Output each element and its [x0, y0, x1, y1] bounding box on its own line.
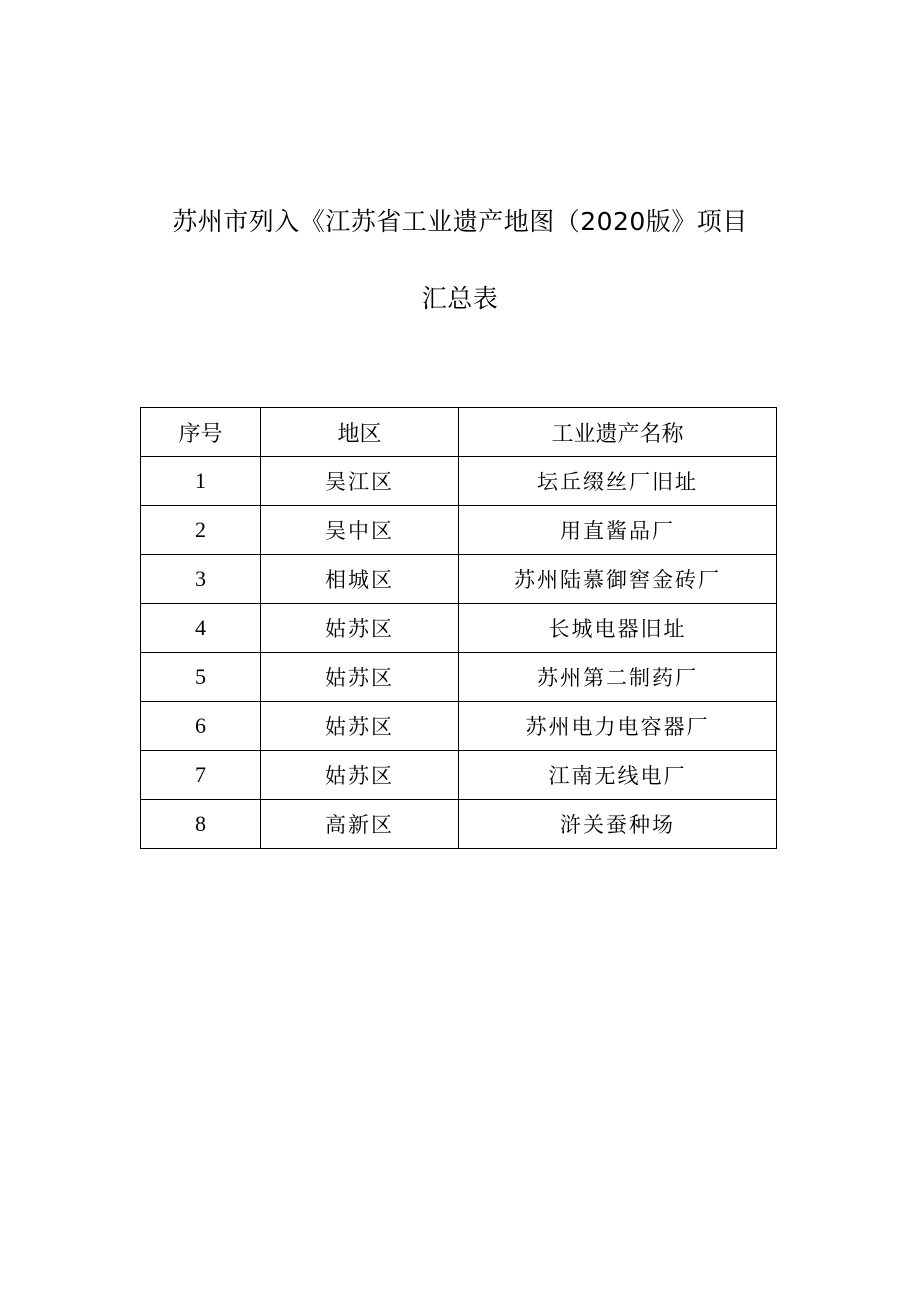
cell-district: 吴江区	[261, 457, 459, 506]
cell-district: 姑苏区	[261, 751, 459, 800]
cell-heritage-name: 江南无线电厂	[459, 751, 777, 800]
table-row	[141, 555, 777, 604]
table-row	[141, 457, 777, 506]
cell-serial-number: 2	[141, 506, 261, 555]
cell-serial-number: 4	[141, 604, 261, 653]
cell-district: 姑苏区	[261, 702, 459, 751]
document-subtitle: 汇总表	[421, 284, 499, 313]
cell-district: 姑苏区	[261, 653, 459, 702]
document-title: 苏州市列入《江苏省工业遗产地图（2020版》项目	[172, 207, 748, 236]
cell-serial-number: 6	[141, 702, 261, 751]
cell-heritage-name: 浒关蚕种场	[459, 800, 777, 849]
cell-district: 吴中区	[261, 506, 459, 555]
table-row	[141, 604, 777, 653]
cell-heritage-name: 长城电器旧址	[459, 604, 777, 653]
table-row	[141, 653, 777, 702]
cell-serial-number: 3	[141, 555, 261, 604]
cell-serial-number: 1	[141, 457, 261, 506]
header-district: 地区	[261, 408, 459, 457]
table-row	[141, 506, 777, 555]
cell-heritage-name: 坛丘缀丝厂旧址	[459, 457, 777, 506]
cell-district: 相城区	[261, 555, 459, 604]
header-serial-number: 序号	[141, 408, 261, 457]
table-row	[141, 751, 777, 800]
cell-serial-number: 7	[141, 751, 261, 800]
cell-heritage-name: 苏州第二制药厂	[459, 653, 777, 702]
heritage-table	[140, 407, 777, 849]
cell-heritage-name: 苏州陆慕御窖金砖厂	[459, 555, 777, 604]
table-header-row	[141, 408, 777, 457]
cell-heritage-name: 用直酱品厂	[459, 506, 777, 555]
table-row	[141, 800, 777, 849]
header-heritage-name: 工业遗产名称	[459, 408, 777, 457]
cell-district: 姑苏区	[261, 604, 459, 653]
cell-district: 高新区	[261, 800, 459, 849]
table-row	[141, 702, 777, 751]
cell-heritage-name: 苏州电力电容器厂	[459, 702, 777, 751]
cell-serial-number: 5	[141, 653, 261, 702]
cell-serial-number: 8	[141, 800, 261, 849]
